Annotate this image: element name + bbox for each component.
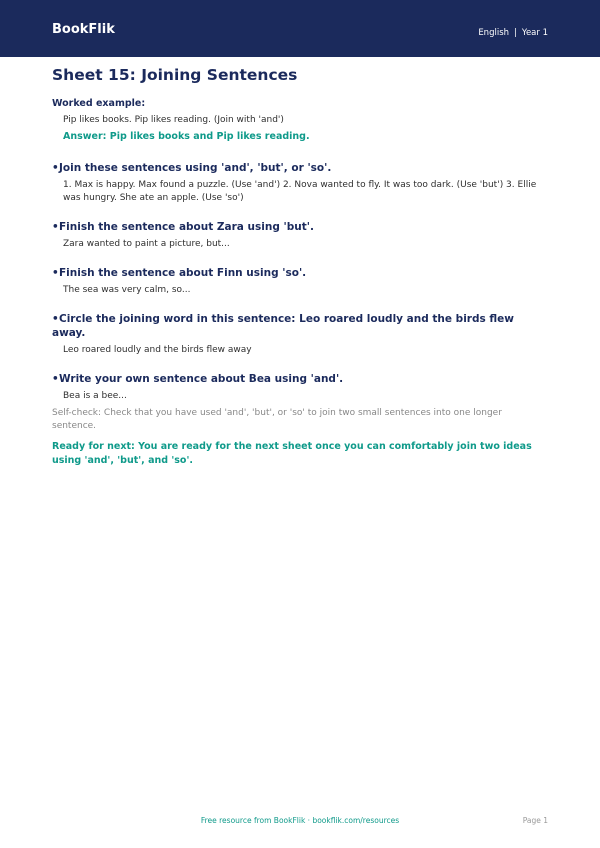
question-heading-text: Write your own sentence about Bea using 'and'. — [59, 373, 344, 385]
page-title: Sheet 15: Joining Sentences — [52, 66, 298, 84]
question-heading-text: Finish the sentence about Zara using 'but'. — [59, 221, 314, 233]
question-heading — [52, 161, 548, 175]
page-number: Page 1 — [522, 816, 548, 825]
question-heading — [52, 266, 548, 280]
bullet-icon: • — [52, 221, 59, 233]
worked-example-label: Worked example: — [52, 98, 146, 109]
question-heading-text: Finish the sentence about Finn using 'so'. — [59, 267, 307, 279]
brand-logo: BookFlik — [52, 22, 115, 37]
question-5 — [52, 372, 548, 403]
question-1 — [52, 161, 548, 205]
question-heading — [52, 220, 548, 234]
worksheet-content — [52, 64, 548, 467]
header-meta — [478, 28, 548, 39]
subject-label: English — [478, 28, 510, 38]
bullet-icon: • — [52, 313, 59, 325]
bullet-icon: • — [52, 373, 59, 385]
worked-example-answer: Answer: Pip likes books and Pip likes reading. — [63, 131, 310, 142]
meta-separator: | — [514, 28, 517, 38]
question-2 — [52, 220, 548, 251]
question-text: Zara wanted to paint a picture, but... — [63, 239, 230, 249]
question-3 — [52, 266, 548, 297]
question-text: 1. Max is happy. Max found a puzzle. (Use 'and') 2. Nova wanted to fly. It was too dark. (Use 'but') 3. Ellie was hungry. She ate an apple. (Use 'so') — [63, 180, 537, 203]
question-4 — [52, 312, 548, 357]
self-check-text: Self-check: Check that you have used 'and', 'but', or 'so' to join two small sentences into one longer sentence. — [52, 408, 502, 431]
year-label: Year 1 — [521, 28, 548, 38]
question-heading — [52, 372, 548, 386]
question-text: The sea was very calm, so... — [63, 285, 191, 295]
bullet-icon: • — [52, 267, 59, 279]
question-heading-text: Circle the joining word in this sentence: Leo roared loudly and the birds flew away. — [52, 313, 514, 339]
question-heading — [52, 312, 548, 340]
header-bar — [0, 0, 600, 57]
worked-example — [52, 114, 548, 144]
footer-source-link[interactable]: Free resource from BookFlik · bookflik.com/resources — [200, 816, 400, 825]
question-text: Leo roared loudly and the birds flew away — [63, 345, 252, 355]
ready-for-next-text: Ready for next: You are ready for the next sheet once you can comfortably join two ideas using 'and', 'but', and 'so'. — [52, 441, 532, 466]
bullet-icon: • — [52, 162, 59, 174]
question-text: Bea is a bee... — [63, 391, 127, 401]
question-heading-text: Join these sentences using 'and', 'but', or 'so'. — [59, 162, 332, 174]
worked-example-prompt: Pip likes books. Pip likes reading. (Join with 'and') — [63, 115, 284, 125]
